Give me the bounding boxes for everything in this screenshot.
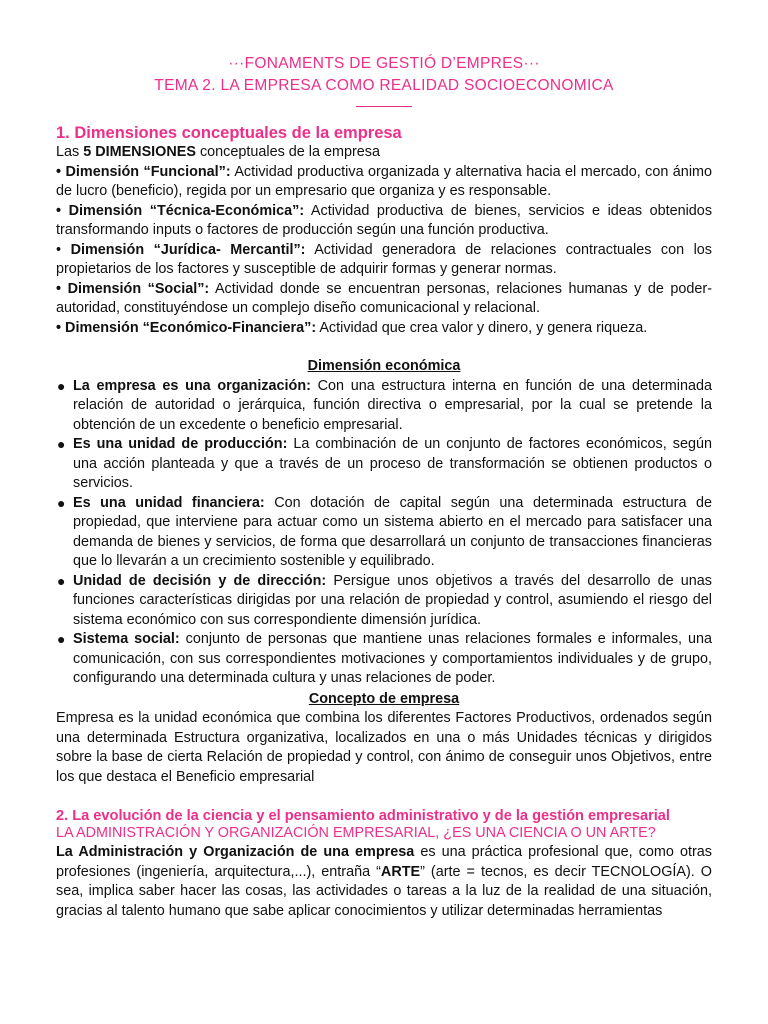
dimension-item-social: • Dimensión “Social”: Actividad donde se encuentran personas, relaciones humanas y de poder-autoridad, constituyéndose un complejo diseño comunicacional y relacional. xyxy=(56,280,712,316)
dimensions-intro: Las 5 DIMENSIONES conceptuales de la empresa xyxy=(56,144,380,160)
section-2-heading: 2. La evolución de la ciencia y el pensamiento administrativo y de la gestión empresarial xyxy=(56,808,670,824)
bullet-icon: ● xyxy=(57,494,66,511)
document-subtitle: TEMA 2. LA EMPRESA COMO REALIDAD SOCIOECONOMICA xyxy=(154,77,614,94)
bullet-icon: ● xyxy=(57,631,66,647)
bullet-icon: ● xyxy=(57,436,66,452)
economic-dimension-heading: Dimensión económica xyxy=(307,358,461,374)
concept-heading: Concepto de empresa xyxy=(308,690,460,707)
list-item: ● Sistema social: conjunto de personas que mantiene unas relaciones formales e informales, una comunicación, con sus correspondientes motivaciones y comportamientos individuales y de grupo, configurando una determinada cultura y unas relaciones de poder. xyxy=(57,631,712,686)
concept-paragraph: Empresa es la unidad económica que combina los diferentes Factores Productivos, ordenados según una determinada Estructura organizativa, localizados en una o más Unidades técnicas y dirigidos sobre la base de cierta Relación de propiedad y control, con ánimo de conseguir unos Objetivos, entre los que destaca el Beneficio empresarial xyxy=(56,710,712,785)
list-item: ● Unidad de decisión y de dirección: Persigue unos objetivos a través del desarrollo de unas funciones características dirigidas por una relación de propiedad y control, asumiendo el riesgo del sistema económico con sus correspondiente dimensión jurídica. xyxy=(57,572,712,628)
section-2-subheading: LA ADMINISTRACIÓN Y ORGANIZACIÓN EMPRESARIAL, ¿ES UNA CIENCIA O UN ARTE? xyxy=(56,825,656,841)
list-item: ● La empresa es una organización: Con una estructura interna en función de una determinada relación de autoridad o jerárquica, función directiva o empresarial, por la cual se pretende la obtención de un excedente o beneficio empresarial. xyxy=(57,377,713,433)
document-title: ···FONAMENTS DE GESTIÓ D’EMPRES··· xyxy=(228,55,540,72)
list-item: ● Es una unidad de producción: La combinación de un conjunto de factores económicos, según una acción planteada y que a través de un proceso de transformación se obtienen productos o servicios. xyxy=(57,436,712,491)
list-item: ● Es una unidad financiera: Con dotación de capital según una determinada estructura de propiedad, que interviene para actuar como un sistema abierto en el mercado para satisfacer una demanda de bienes y servicios, de forma que desarrollará un conjunto de transacciones financieras que lo llevarán a un crecimiento sostenible y equilibrado. xyxy=(57,494,712,569)
spacer xyxy=(56,338,712,357)
section-2-paragraph: La Administración y Organización de una empresa es una práctica profesional que, como otras profesiones (ingeniería, arquitectura,...), entraña “ARTE” (arte = tecnos, es decir TECNOLOGÍA). O sea, implica saber hacer las cosas, las actividades o tareas a la luz de la realidad de una situación, gracias al talento humano que sabe aplicar conocimientos y utilizar determinadas herramientas xyxy=(56,844,713,919)
dimension-item-juridica-mercantil: • Dimensión “Jurídica- Mercantil”: Actividad generadora de relaciones contractuales con los propietarios de los factores y susceptible de adquirir formas y generar normas. xyxy=(56,241,713,277)
dimensions-list xyxy=(56,143,712,338)
bullet-icon: ● xyxy=(57,377,66,394)
dimension-item-tecnica-economica: • Dimensión “Técnica-Económica”: Actividad productiva de bienes, servicios e ideas obtenidos transformando inputs o factores de producción según una función productiva. xyxy=(56,202,713,238)
bullet-icon: ● xyxy=(57,572,66,589)
economic-dimension-list xyxy=(56,377,712,689)
section-1-heading: 1. Dimensiones conceptuales de la empresa xyxy=(56,124,402,142)
dimension-item-economico-financiera: • Dimensión “Económico-Financiera”: Actividad que crea valor y dinero, y genera riqueza. xyxy=(56,319,648,336)
dimension-item-funcional: • Dimensión “Funcional”: Actividad productiva organizada y alternativa hacia el mercado, con ánimo de lucro (beneficio), regida por un empresario que organiza y es responsable. xyxy=(56,163,713,199)
title-underline-divider xyxy=(356,106,412,107)
